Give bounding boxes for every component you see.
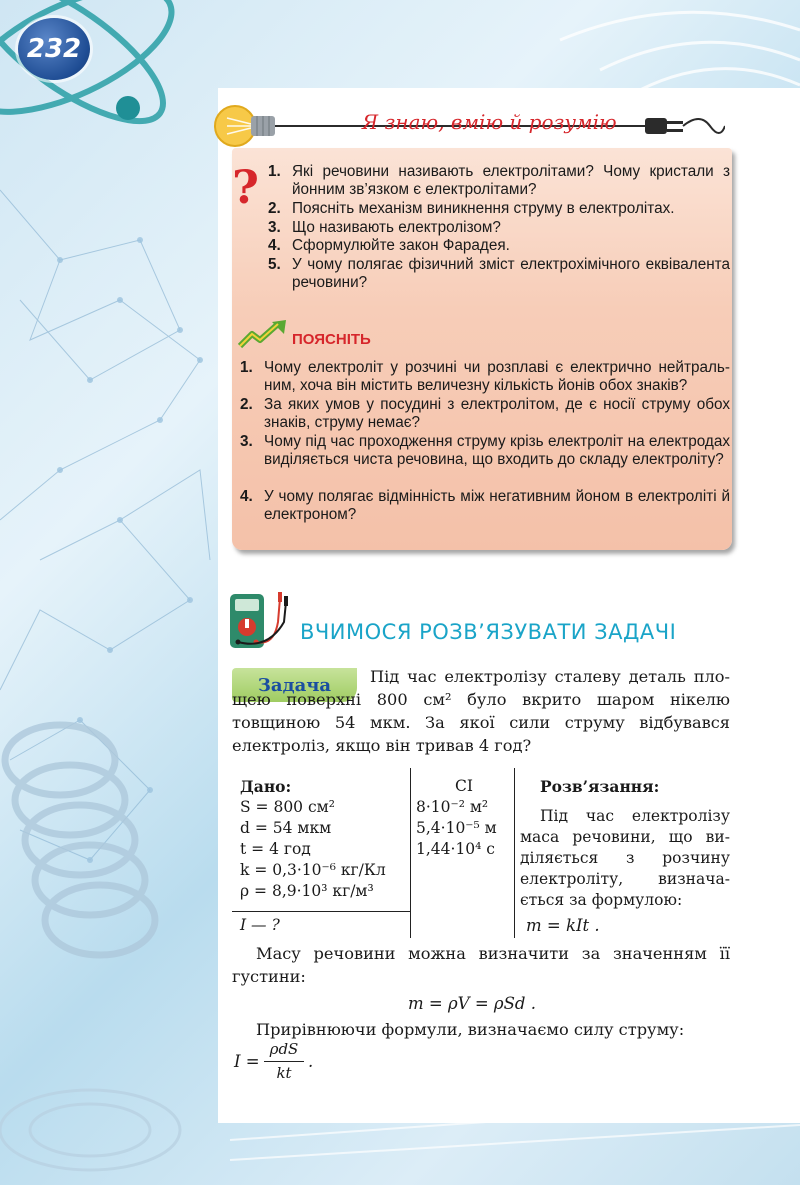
trend-arrow-icon xyxy=(238,320,288,350)
question-number: 1. xyxy=(268,163,281,180)
si-header: СІ xyxy=(455,777,473,795)
question-number: 4. xyxy=(240,488,253,505)
solve-section-title: ВЧИМОСЯ РОЗВ’ЯЗУВАТИ ЗАДАЧІ xyxy=(300,620,677,644)
question-number: 3. xyxy=(268,219,281,236)
given-line: S = 800 см² xyxy=(240,798,335,816)
question-number: 2. xyxy=(268,200,281,217)
question-text: Чому електроліт у розчині чи розплаві є електрично нейтральним, хоча він містить величезну кількість йонів обох знаків? xyxy=(264,359,730,394)
know-section-title: Я знаю, вмію й розумію xyxy=(362,110,617,134)
paragraph-equate: Прирівнюючи формули, визначаємо силу струму: xyxy=(256,1020,685,1039)
know-question-3 xyxy=(268,219,730,237)
question-text: Що називають електролізом? xyxy=(292,219,501,236)
question-number: 3. xyxy=(240,433,253,450)
know-question-4 xyxy=(268,237,730,255)
task-label-badge: Задача xyxy=(232,668,357,702)
given-line: d = 54 мкм xyxy=(240,819,332,837)
task-statement: Під час електролізу сталеву деталь площею поверхні 800 см² було вкрито шаром нікелю товщиною 54 мкм. За якої сили струму відбувався електроліз, якщо він тривав 4 год? xyxy=(232,667,730,755)
question-text: Які речовини називають електролітами? Чому кристали з йонним зв’язком є електролітами? xyxy=(292,163,730,198)
solution-left-border xyxy=(514,768,515,938)
given-column xyxy=(240,776,408,902)
know-question-1 xyxy=(268,163,730,199)
formula-m-rho-v: m = ρV = ρSd . xyxy=(408,994,536,1013)
paragraph-density: Масу речовини можна визначити за значенням її густини: xyxy=(232,944,730,986)
question-text: Сформулюйте закон Фарадея. xyxy=(292,237,510,254)
formula-current-lhs: I = xyxy=(234,1052,260,1071)
formula-m-kit: m = kIt . xyxy=(526,916,600,935)
si-left-border xyxy=(410,768,411,938)
explain-question-2 xyxy=(240,396,730,432)
explain-question-1 xyxy=(240,359,730,395)
page-number: 232 xyxy=(18,18,90,80)
given-header: Дано: xyxy=(240,777,292,796)
solution-header: Розв’язання: xyxy=(540,777,660,796)
given-line: ρ = 8,9·10³ кг/м³ xyxy=(240,882,374,900)
given-separator-line xyxy=(232,911,410,912)
question-text: У чому полягає відмінність між негативним йоном в електроліті й електроном? xyxy=(264,488,730,523)
know-question-2 xyxy=(268,200,730,218)
explain-section-title: ПОЯСНІТЬ xyxy=(292,331,371,348)
question-text: У чому полягає фізичний зміст електрохімічного еквівалента речовини? xyxy=(292,256,730,291)
question-number: 4. xyxy=(268,237,281,254)
question-number: 1. xyxy=(240,359,253,376)
question-text: За яких умов у посудині з електролітом, де є носії струму обох знаків, струму немає? xyxy=(264,396,730,431)
si-line: 1,44·10⁴ с xyxy=(416,840,495,858)
given-line: k = 0,3·10⁻⁶ кг/Кл xyxy=(240,861,386,879)
explain-question-4 xyxy=(240,488,730,524)
fraction-bar xyxy=(264,1061,304,1062)
question-mark-icon: ? xyxy=(232,160,259,214)
formula-current-denominator: kt xyxy=(276,1064,292,1082)
formula-current-numerator: ρdS xyxy=(269,1040,299,1058)
si-line: 8·10⁻² м² xyxy=(416,798,489,816)
question-number: 2. xyxy=(240,396,253,413)
si-column xyxy=(416,776,512,860)
multimeter-icon xyxy=(228,592,290,650)
formula-current-end: . xyxy=(308,1052,314,1071)
given-line: t = 4 год xyxy=(240,840,311,858)
si-line: 5,4·10⁻⁵ м xyxy=(416,819,497,837)
find-value: I — ? xyxy=(240,916,280,934)
question-text: Чому під час проходження струму крізь електроліт на електродах виділяється чиста речовина, що входить до складу електроліту? xyxy=(264,433,730,468)
solution-text: Під час електролізу маса речовини, що виділяється з розчину електроліту, визначається за формулою: xyxy=(520,807,730,909)
question-number: 5. xyxy=(268,256,281,273)
question-text: Поясніть механізм виникнення струму в електролітах. xyxy=(292,200,675,217)
know-question-5 xyxy=(268,256,730,292)
explain-question-3 xyxy=(240,433,730,469)
